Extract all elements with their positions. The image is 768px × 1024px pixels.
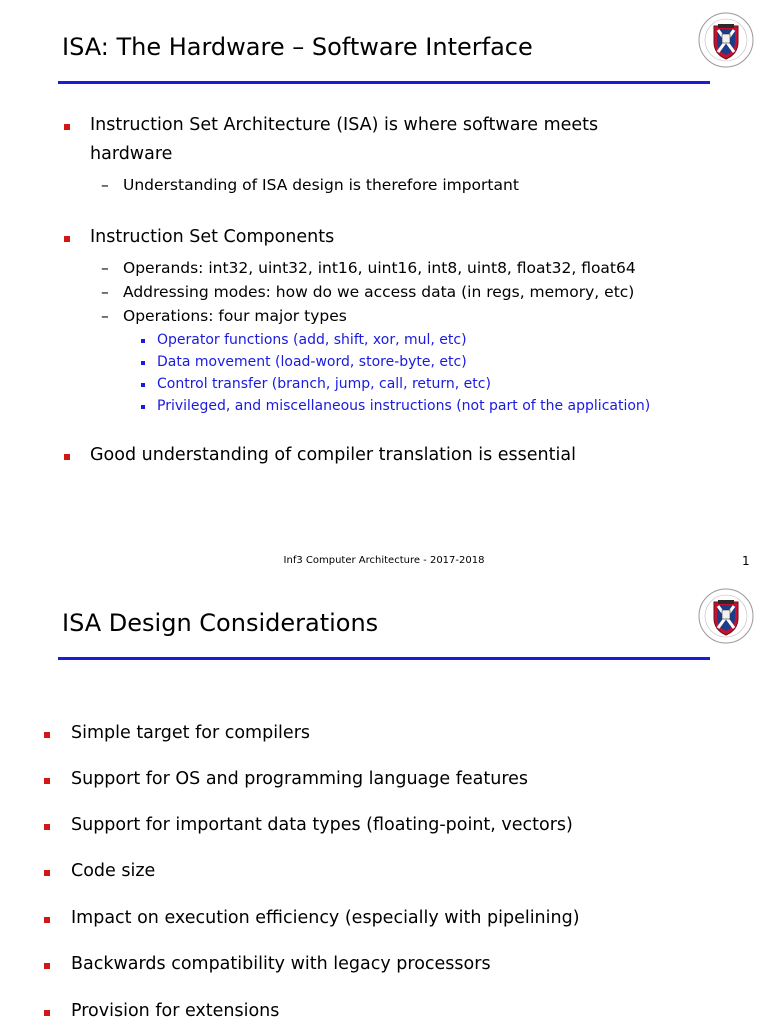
bullet-marker <box>64 236 70 242</box>
dash-marker: – <box>101 176 109 194</box>
sub-bullet-operations: Operations: four major types <box>123 307 347 325</box>
slide-title: ISA Design Considerations <box>62 609 379 637</box>
operation-type-item: Operator functions (add, shift, xor, mul, etc) <box>157 332 467 348</box>
university-crest-icon <box>698 12 754 68</box>
bullet-isa-line2: hardware <box>90 144 173 164</box>
title-rule <box>58 657 710 660</box>
sub-bullet-addressing: Addressing modes: how do we access data (in regs, memory, etc) <box>123 283 635 301</box>
university-crest-icon <box>698 588 754 644</box>
slide-2 <box>0 577 768 1024</box>
bullet-marker <box>44 1010 50 1016</box>
consideration-item: Support for OS and programming language features <box>71 769 529 789</box>
bullet-marker <box>44 917 50 923</box>
sub-sub-bullet-marker <box>141 361 145 365</box>
consideration-item: Backwards compatibility with legacy processors <box>71 954 491 974</box>
consideration-item: Provision for extensions <box>71 1001 280 1021</box>
dash-marker: – <box>101 259 109 277</box>
dash-marker: – <box>101 283 109 301</box>
bullet-marker <box>44 824 50 830</box>
bullet-isa-line1: Instruction Set Architecture (ISA) is where software meets <box>90 115 599 135</box>
sub-sub-bullet-marker <box>141 339 145 343</box>
bullet-compiler: Good understanding of compiler translation is essential <box>90 445 576 465</box>
bullet-components: Instruction Set Components <box>90 227 335 247</box>
sub-bullet-isa-design: Understanding of ISA design is therefore important <box>123 176 519 194</box>
consideration-item: Code size <box>71 861 156 881</box>
page-number: 1 <box>742 554 750 568</box>
sub-sub-bullet-marker <box>141 383 145 387</box>
consideration-item: Support for important data types (floating-point, vectors) <box>71 815 573 835</box>
bullet-marker <box>44 963 50 969</box>
consideration-item: Impact on execution efficiency (especially with pipelining) <box>71 908 580 928</box>
sub-bullet-operands: Operands: int32, uint32, int16, uint16, int8, uint8, float32, float64 <box>123 259 636 277</box>
bullet-marker <box>44 870 50 876</box>
operation-type-item: Control transfer (branch, jump, call, return, etc) <box>157 376 491 392</box>
bullet-marker <box>44 732 50 738</box>
bullet-marker <box>64 454 70 460</box>
operation-type-item: Privileged, and miscellaneous instructions (not part of the application) <box>157 398 651 414</box>
slide-footer: Inf3 Computer Architecture - 2017-2018 <box>283 555 485 566</box>
bullet-marker <box>64 124 70 130</box>
consideration-item: Simple target for compilers <box>71 723 311 743</box>
sub-sub-bullet-marker <box>141 405 145 409</box>
title-rule <box>58 81 710 84</box>
bullet-marker <box>44 778 50 784</box>
operation-type-item: Data movement (load-word, store-byte, etc) <box>157 354 467 370</box>
dash-marker: – <box>101 307 109 325</box>
slide-title: ISA: The Hardware – Software Interface <box>62 33 533 61</box>
